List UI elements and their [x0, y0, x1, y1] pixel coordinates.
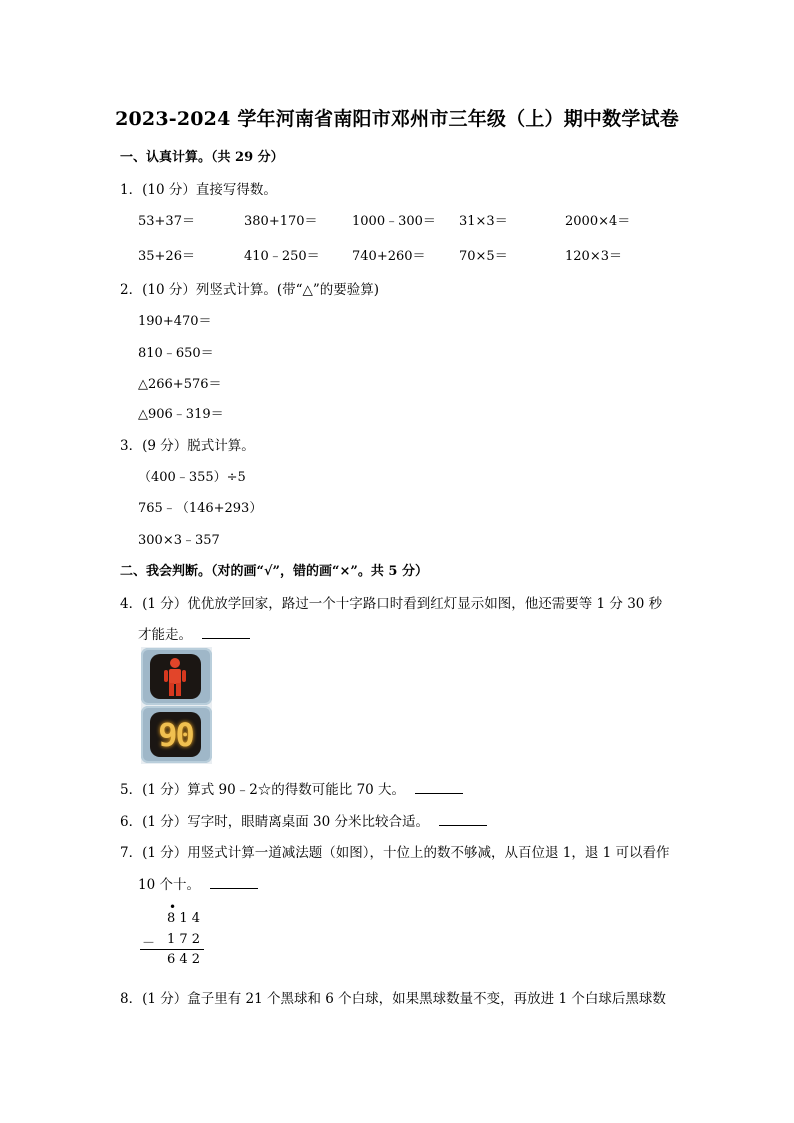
- step-calc-item: 300×3﹣357: [138, 533, 220, 548]
- vertical-calc-item: △266+576＝: [138, 377, 222, 392]
- calc-item: 380+170＝: [244, 214, 318, 229]
- calc-item: 740+260＝: [352, 249, 426, 264]
- question-7-line-1: 7．(1 分）用竖式计算一道减法题（如图），十位上的数不够减，从百位退 1，退 1 可以看作: [120, 845, 670, 861]
- countdown-screen: [150, 712, 201, 757]
- calc-item: 31×3＝: [459, 214, 508, 229]
- q1-row-2: [138, 245, 658, 265]
- calc-item: 1000﹣300＝: [352, 214, 436, 229]
- question-1: 1．(10 分）直接写得数。: [120, 182, 277, 198]
- minuend: 8 1 4: [167, 911, 201, 926]
- vertical-calc-item: 190+470＝: [138, 314, 212, 329]
- result-line: [140, 949, 204, 950]
- section-1-heading: 一、认真计算。（共 29 分）: [120, 150, 284, 165]
- traffic-light-image: [141, 647, 212, 764]
- answer-blank[interactable]: [415, 781, 463, 794]
- vertical-calc-item: 810﹣650＝: [138, 346, 214, 361]
- section-2-heading: 二、我会判断。（对的画“√”，错的画“×”。共 5 分）: [120, 564, 428, 579]
- answer-blank[interactable]: [439, 813, 487, 826]
- answer-blank[interactable]: [202, 626, 250, 639]
- q1-row-1: [138, 210, 658, 230]
- question-5: [120, 778, 463, 798]
- calc-item: 35+26＝: [138, 249, 195, 264]
- vertical-calc-item: △906﹣319＝: [138, 407, 224, 422]
- page-title: 2023-2024 学年河南省南阳市邓州市三年级（上）期中数学试卷: [115, 108, 679, 130]
- question-6-text: 6．(1 分）写字时，眼睛离桌面 30 分米比较合适。: [120, 814, 429, 830]
- borrow-dot: •: [169, 900, 177, 914]
- question-7-text: 10 个十。: [138, 877, 200, 893]
- question-2: 2．(10 分）列竖式计算。(带“△”的要验算): [120, 282, 380, 298]
- calc-item: 53+37＝: [138, 214, 195, 229]
- step-calc-item: （400﹣355）÷5: [138, 470, 246, 485]
- question-4-line-1: 4．(1 分）优优放学回家，路过一个十字路口时看到红灯显示如图，他还需要等 1 分 30 秒: [120, 596, 663, 612]
- countdown-lamp: [141, 706, 212, 763]
- question-4-text: 才能走。: [138, 627, 192, 643]
- difference: 6 4 2: [167, 952, 201, 967]
- step-calc-item: 765﹣（146+293）: [138, 501, 263, 516]
- question-3: 3．(9 分）脱式计算。: [120, 438, 255, 454]
- calc-item: 2000×4＝: [565, 214, 631, 229]
- calc-item: 70×5＝: [459, 249, 508, 264]
- calc-item: 410﹣250＝: [244, 249, 320, 264]
- vertical-subtraction-figure: [140, 900, 210, 971]
- question-5-text: 5．(1 分）算式 90﹣2☆的得数可能比 70 大。: [120, 782, 406, 798]
- minus-sign: －: [142, 936, 156, 951]
- question-4-line-2: [138, 623, 250, 643]
- subtrahend: 1 7 2: [167, 932, 201, 947]
- question-8: 8．(1 分）盒子里有 21 个黑球和 6 个白球，如果黑球数量不变，再放进 1 个白球后黑球数: [120, 991, 666, 1007]
- answer-blank[interactable]: [210, 876, 258, 889]
- red-person-icon: [150, 654, 201, 699]
- red-pedestrian-lamp: [141, 648, 212, 705]
- question-7-line-2: [138, 873, 258, 893]
- question-6: [120, 810, 487, 830]
- calc-item: 120×3＝: [565, 249, 622, 264]
- lamp-screen: [150, 654, 201, 699]
- countdown-digits: 90: [158, 716, 193, 754]
